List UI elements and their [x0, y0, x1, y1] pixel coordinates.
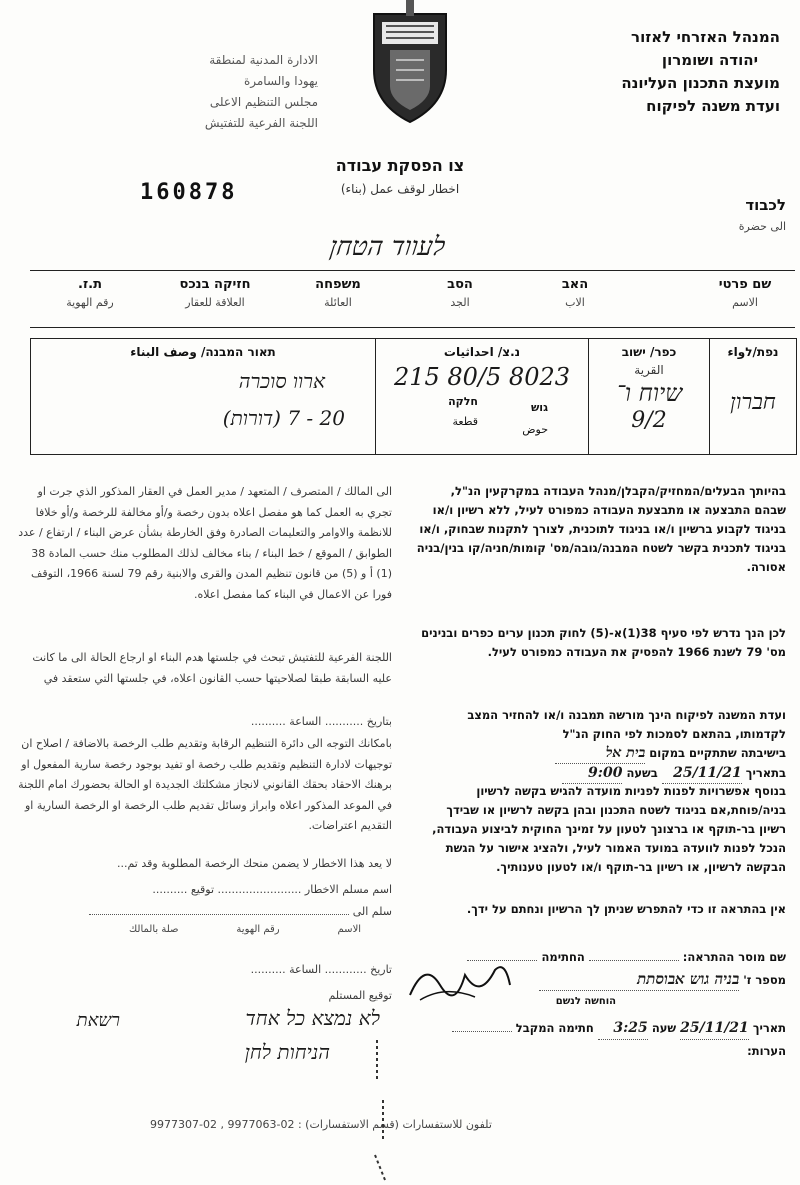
handwritten-note-2: הניחות לחן: [244, 1040, 330, 1064]
handwritten-note-3: רשאת: [76, 1010, 120, 1031]
addressee-label-he: לכבוד: [745, 196, 786, 214]
serial-number: 160878: [140, 180, 238, 205]
addressee-label-ar: الى حضرة: [738, 220, 786, 233]
emblem-shield-icon: [360, 0, 460, 125]
document-title: צו הפסקת עבודה: [335, 156, 465, 175]
body-he-para-2: לכן הנך נדרש לפי סעיף 38(1)א-(5) לחוק תכנון ערים כפרים ובנינים מס' 79 לשנת 1966 להפסיק את העבודה כמפורט לעיל.: [421, 626, 786, 659]
body-he-para-3: ועדת המשנה לפיקוח הינך מורשה תמבנה ו/או להחזיר המצב לקדמותו, בהתאם לסמכות לפי החוק הנ"ל בישיבתה שתתקיים במקום בית אל בתאריך 25/11/21 בשעה 9:00: [416, 706, 786, 784]
header-ar-line: الادارة المدنية لمنطقة: [209, 53, 318, 67]
meeting-place: בית אל: [555, 744, 645, 764]
receipt-date-line: تاريخ ............ الساعة ..........: [250, 963, 392, 976]
punch-marks-icon: [365, 1040, 395, 1185]
cell-coordinates: נ.צ/ احداثيات 215 80/5 8023 גוש חלקה حوض قطعة: [375, 339, 588, 454]
cell-village: כפר/ ישוב القرية שיוח ו־ 9/2: [588, 339, 709, 454]
meeting-date: 25/11/21: [662, 764, 742, 784]
coords-value: 215 80/5 8023: [393, 363, 571, 391]
signature-scribble-icon: [405, 955, 515, 1005]
header-ar-line: اللجنة الفرعية للتفتيش: [204, 116, 318, 130]
col-id-number: ת.ז. رقم الهوية: [66, 277, 114, 309]
personal-details-row: [30, 270, 795, 328]
delivery-time: 3:25: [598, 1017, 648, 1040]
village-value: שיוח ו־: [615, 379, 683, 407]
body-ar-para-2-date: بتاريخ ........... الساعة ..........: [250, 715, 392, 728]
body-he-para-1: בהיותך הבעלים/המחזיק/הקבלן/מנהל העבודה במקרקעין הנ"ל, שבהם התבצעה או מתבצעת העבודה כמפורט לעיל, ללא רשיון ו/או בניגוד לקבוע ברשיון ו/או בניגוד לתוכנית, לצורך לתקנות שבחוק, ו/או בניגוד לתכנית בקשר לשטח המבנה/גובה/מס' קומות/חניה/קו בנין/בניה אסורה.: [416, 484, 786, 574]
header-ar-line: يهودا والسامرة: [243, 74, 318, 88]
description-value-1: ארוו סוכרה: [238, 369, 325, 393]
body-he-para-4: בנוסף אפשרויות לפנות לפניות מועדה להגיש בקשה לרשיון בניה/פוחת,אם בניגוד לשטח התכנון ובהן בקשה לרשיון או שבידך רשיון בר-תוקף או ברצונך לטעון על זמינך החוקית לביצוע העבודה, הנכל לפנות לוועדה במועד האמור לעיל, ולהציג אישור על הגשת הבקשה לרשיון, או רשיון בר-תוקף ו/או לטעון טענותיך.: [432, 784, 786, 874]
addressee-handwritten: לעווד הטחן: [327, 232, 447, 262]
header-he-line: המנהל האזרחי לאזור: [631, 28, 780, 46]
delivery-date: 25/11/21: [680, 1017, 749, 1040]
document-subtitle: اخطار لوقف عمل (بناء): [340, 182, 460, 196]
col-first-name: שם פרטי الاسم: [718, 277, 772, 309]
sender-line: اسم مسلم الاخطار ........................ توقيع ..........: [152, 883, 392, 896]
description-value-2: 20 - 7 (דורות): [222, 406, 345, 430]
cell-district: נפת/לواء חברון: [709, 339, 796, 454]
header-he-line: יהודה ושומרון: [661, 51, 758, 69]
footer-phone-line: تلفون للاستفسارات (قسم الاستفسارات) : 02-9977063 , 02-9977307: [150, 1118, 492, 1131]
body-ar-para-2: اللجنة الفرعية للتفتيش تبحث في جلستها هدم البناء او ارجاع الحالة الى ما كانت عليه السابقة طبقا لصلاحيتها حسب القانون اعلاه، في جلستها التي ستعقد في: [32, 651, 392, 685]
handwritten-note-1: לא נמצא כל אחד: [245, 1006, 380, 1030]
issuer-block: שם מוסר ההתראה: החתימה מספר ז' בניה גוש אבוסתת הוחשה לנשם תאריך 25/11/21 שעה 3:25 חתימה המקבל הערות:: [406, 946, 786, 1062]
receipt-sign-line: توقيع المستلم: [328, 989, 392, 1002]
receiver-columns: الاسم رقم الهوية صلة بالمالك: [128, 924, 362, 935]
col-grandfather: הסב الجد: [447, 277, 473, 309]
receiver-line: سلم الى: [14, 902, 392, 923]
village-value-2: 9/2: [631, 408, 667, 433]
header-arabic: [148, 50, 318, 134]
col-property-relation: חזיקה בנכס العلاقة للعقار: [179, 277, 251, 309]
body-he-para-5: אין בהתראה זו כדי להתפרש שניתן לך הרשיון ונחתם על ידך.: [466, 902, 786, 916]
district-value: חברון: [730, 390, 776, 415]
cell-building-description: תאור המבנה/ وصف البناء ארוו סוכרה 20 - 7 (דורות): [31, 339, 375, 454]
header-he-line: מועצת התכנון העליונה: [621, 74, 780, 92]
col-father: האב الاب: [561, 277, 589, 309]
header-ar-line: مجلس التنظيم الاعلى: [209, 95, 318, 109]
body-ar-para-3: بامكانك التوجه الى دائرة التنظيم الرقابة وتقديم طلب الرخصة بالاضافة / اصلاح ان توجيهات لادارة التنظيم وتقديم طلب رخصة او تفيد بوجود رخصة سارية المفعول او برهنك الاحقاد بحقك القانوني لانجاز مشكلتك الجديدة او الحالة بحضورك امام اللجنة في الموعد المذكور اعلاه وابراز وسائل تقديم طلب الرخصة او الرخصة السارية او التقديم اعتراضات.: [18, 737, 392, 832]
col-family: משפחה العائلة: [315, 277, 361, 309]
header-hebrew: [520, 26, 780, 118]
meeting-time: 9:00: [562, 764, 622, 784]
location-table: [30, 338, 797, 455]
issuer-name-handwritten: בניה גוש אבוסתת: [539, 968, 739, 991]
header-he-line: ועדת משנה לפיקוח: [646, 97, 780, 115]
body-ar-para-4: لا يعد هذا الاخطار لا يضمن منحك الرخصة المطلوبة وقد تم...: [116, 857, 392, 870]
body-ar-para-1: الى المالك / المتصرف / المتعهد / مدير العمل في العقار المذكور الذي جرت او تجري به العمل كما هو مفصل اعلاه بدون رخصة و/أو مخالفة للرخصة و/أو خلافا للانظمة والاوامر والتعليمات الصادرة وفق الخارطة بشأن عرض البناء / ارتفاع / عدد الطوابق / الموقع / خط البناء / بناء مخالف لذلك المطلوب منك حسب المادة 38 (1) أ و (5) من قانون تنظيم المدن والقرى والابنية رقم 79 لسنة 1966، التوقف فورا عن الاعمال في البناء كما مفصل اعلاه.: [18, 485, 392, 601]
